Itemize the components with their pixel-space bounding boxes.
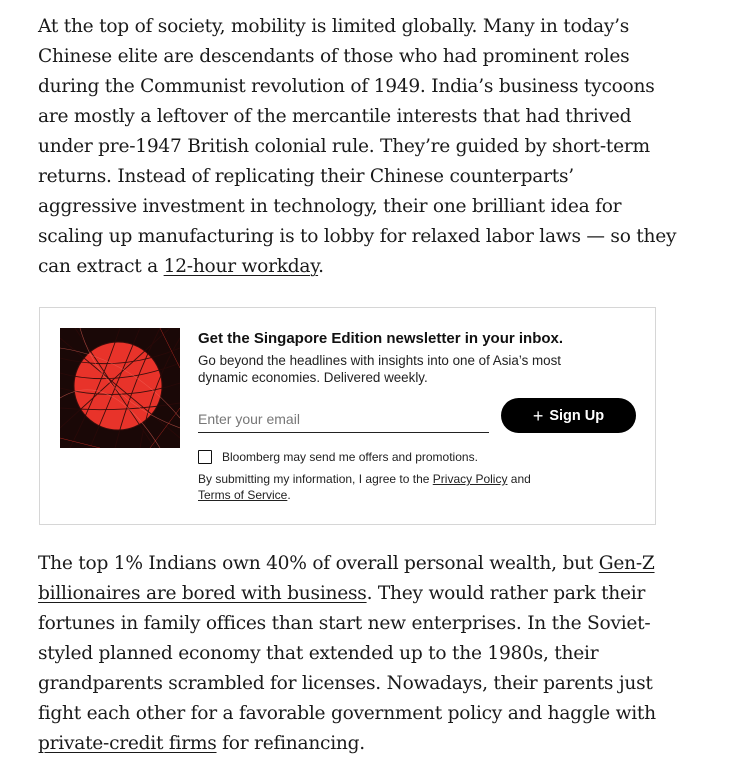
legal-end: .	[287, 488, 291, 502]
link-gen-z-billionaires[interactable]: Gen-Z billionaires are bored with business	[38, 553, 655, 604]
newsletter-illustration	[60, 328, 180, 448]
plus-icon: +	[532, 405, 544, 426]
sign-up-label: Sign Up	[549, 407, 605, 424]
newsletter-form-row	[198, 398, 638, 448]
link-12-hour-workday[interactable]: 12-hour workday	[163, 256, 319, 277]
terms-of-service-link[interactable]: Terms of Service	[198, 488, 288, 502]
privacy-policy-link[interactable]: Privacy Policy	[432, 472, 508, 486]
newsletter-signup-box	[39, 307, 656, 525]
article-paragraph-2	[38, 549, 678, 759]
link-private-credit-firms[interactable]: private-credit firms	[38, 733, 217, 754]
offers-checkbox-row[interactable]	[198, 450, 638, 464]
email-input[interactable]	[198, 406, 489, 433]
paragraph-2-start: The top 1% Indians own 40% of overall personal wealth, but	[38, 553, 599, 574]
legal-notice	[198, 471, 558, 503]
legal-prefix: By submitting my information, I agree to the	[198, 472, 433, 486]
offers-checkbox-label: Bloomberg may send me offers and promotions.	[222, 450, 478, 464]
legal-and: and	[507, 472, 531, 486]
newsletter-description: Go beyond the headlines with insights into one of Asia’s most dynamic economies. Delivered weekly.	[198, 353, 562, 385]
newsletter-content	[198, 330, 638, 503]
sign-up-button[interactable]	[501, 398, 636, 433]
paragraph-1-end: .	[318, 256, 324, 277]
newsletter-title: Get the Singapore Edition newsletter in your inbox.	[198, 330, 564, 347]
paragraph-1-text: At the top of society, mobility is limited globally. Many in today’s Chinese elite are descendants of those who had prominent roles during the Communist revolution of 1949. India’s business tycoons are mostly a leftover of the mercantile interests that had thrived under pre-1947 British colonial rule. They’re guided by short-term returns. Instead of replicating their Chinese counterparts’ aggressive investment in technology, their one brilliant idea for scaling up manufacturing is to lobby for relaxed labor laws — so they can extract a	[38, 16, 677, 277]
paragraph-2-mid: . They would rather park their fortunes in family offices than start new enterprises. In the Soviet-styled planned economy that extended up to the 1980s, their grandparents scrambled for licenses. Nowadays, their parents just fight each other for a favorable government policy and haggle with	[38, 583, 656, 724]
paragraph-2-end: for refinancing.	[216, 733, 365, 754]
article-paragraph-1	[38, 12, 678, 282]
offers-checkbox[interactable]	[198, 450, 212, 464]
